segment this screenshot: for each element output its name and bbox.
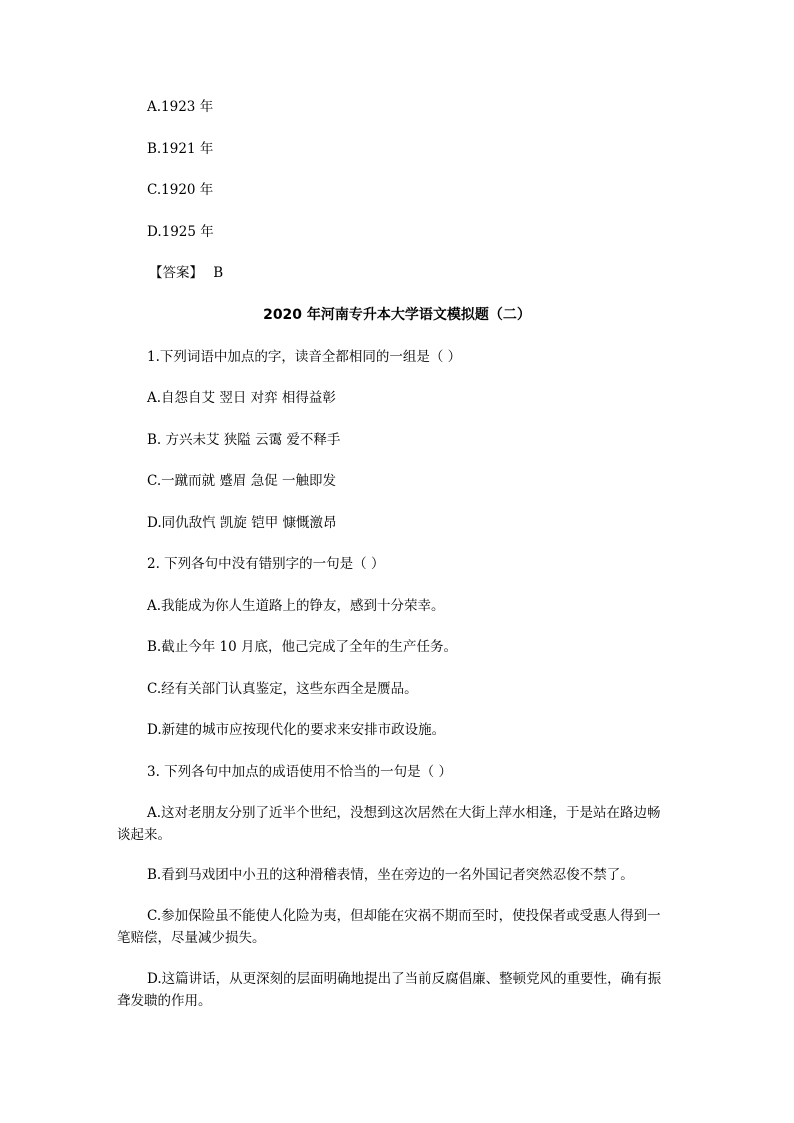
prev-option-d: D.1925 年	[147, 224, 214, 240]
answer-label: 【答案】	[149, 265, 203, 281]
question-1-option-a: A.自怨自艾 翌日 对弈 相得益彰	[147, 390, 336, 406]
prev-option-a: A.1923 年	[147, 99, 214, 115]
question-3-option-a: A.这对老朋友分别了近半个世纪，没想到这次居然在大街上萍水相逢，于是站在路边畅谈起来。	[117, 805, 661, 843]
question-1-option-c: C.一蹴而就 蹙眉 急促 一触即发	[147, 473, 337, 489]
section-title: 2020 年河南专升本大学语文模拟题（二）	[263, 307, 531, 323]
prev-option-c: C.1920 年	[147, 182, 214, 198]
answer-line	[149, 263, 223, 283]
question-2-option-c: C.经有关部门认真鉴定，这些东西全是赝品。	[147, 681, 418, 697]
prev-option-b: B.1921 年	[147, 141, 214, 157]
question-3-option-c: C.参加保险虽不能使人化险为夷，但却能在灾祸不期而至时，使投保者或受惠人得到一笔赔偿，尽量减少损失。	[117, 908, 661, 946]
answer-value: B	[213, 265, 224, 281]
question-1-option-d: D.同仇敌忾 凯旋 铠甲 慷慨激昂	[147, 515, 337, 531]
question-2-option-b: B.截止今年 10 月底，他己完成了全年的生产任务。	[147, 639, 457, 655]
question-2-option-d: D.新建的城市应按现代化的要求来安排市政设施。	[147, 722, 446, 738]
question-3-option-b: B.看到马戏团中小丑的这种滑稽表情，坐在旁边的一名外国记者突然忍俊不禁了。	[147, 867, 634, 883]
question-1-option-b: B. 方兴未艾 狭隘 云霭 爱不释手	[147, 432, 341, 448]
question-3-stem: 3. 下列各句中加点的成语使用不恰当的一句是（ ）	[147, 764, 452, 780]
question-2-option-a: A.我能成为你人生道路上的铮友，感到十分荣幸。	[147, 598, 445, 614]
question-1-stem: 1.下列词语中加点的字，读音全都相同的一组是（ ）	[147, 349, 462, 365]
question-3-option-d: D.这篇讲话，从更深刻的层面明确地提出了当前反腐倡廉、整顿党风的重要性，确有振聋发聩的作用。	[117, 971, 662, 1009]
question-2-stem: 2. 下列各句中没有错别字的一句是（ ）	[147, 556, 385, 572]
